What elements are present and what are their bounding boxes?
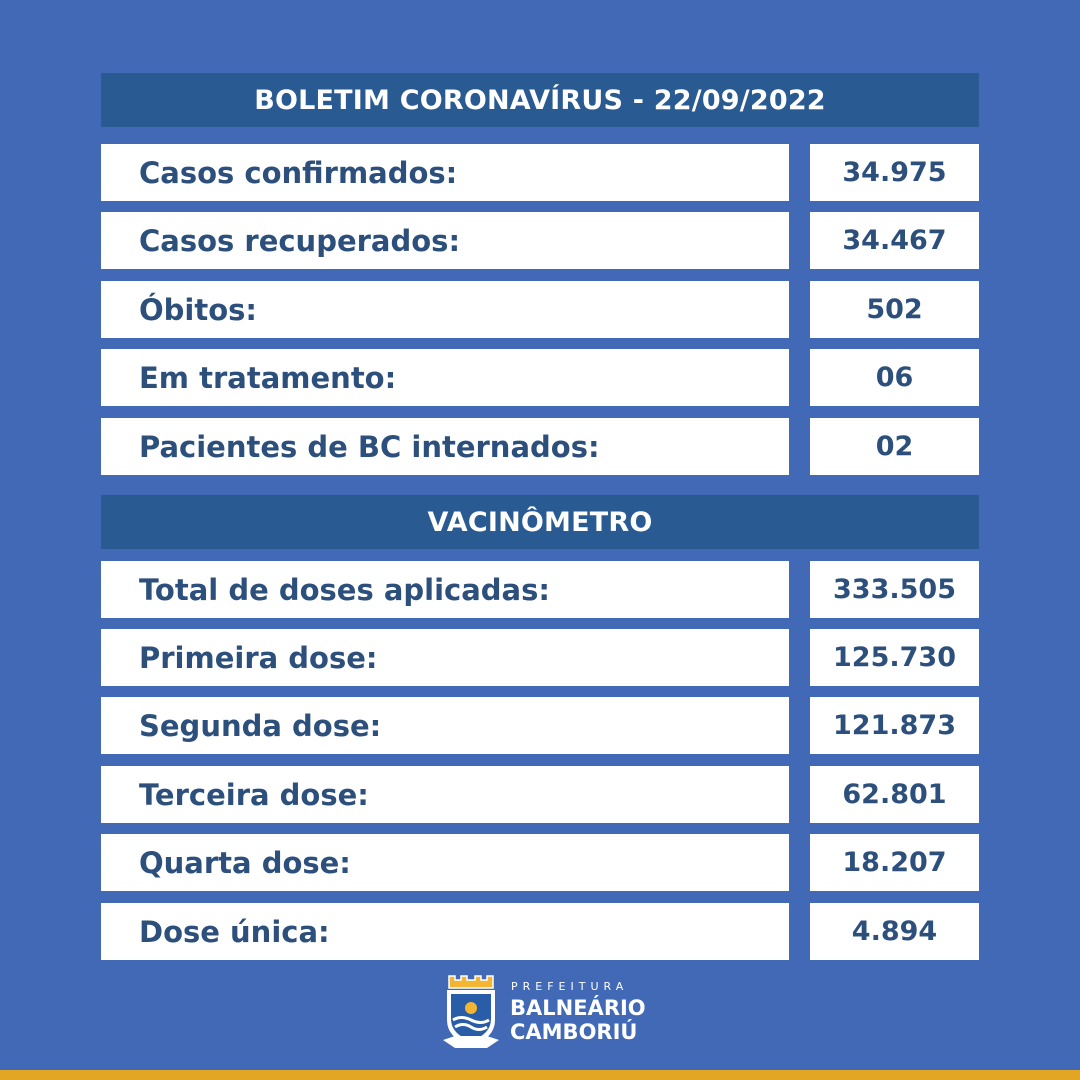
row-label: Em tratamento: [101, 349, 789, 406]
row-label: Pacientes de BC internados: [101, 418, 789, 475]
logo-line-prefeitura: PREFEITURA [511, 980, 629, 993]
prefeitura-logo [441, 972, 661, 1052]
vacina-row-primeira [101, 629, 979, 686]
boletim-row-casos-recuperados [101, 212, 979, 269]
vacinometro-title: VACINÔMETRO [101, 495, 979, 549]
boletim-title: BOLETIM CORONAVÍRUS - 22/09/2022 [101, 73, 979, 127]
row-value: 02 [810, 418, 979, 475]
row-label: Óbitos: [101, 281, 789, 338]
row-label: Casos recuperados: [101, 212, 789, 269]
boletim-row-casos-confirmados [101, 144, 979, 201]
row-label: Quarta dose: [101, 834, 789, 891]
row-value: 34.467 [810, 212, 979, 269]
boletim-row-obitos [101, 281, 979, 338]
boletim-row-internados [101, 418, 979, 475]
row-value: 121.873 [810, 697, 979, 754]
row-value: 06 [810, 349, 979, 406]
row-value: 18.207 [810, 834, 979, 891]
logo-line-balneario: BALNEÁRIO [510, 996, 646, 1020]
bottom-accent-stripe [0, 1070, 1080, 1080]
vacina-row-segunda [101, 697, 979, 754]
logo-line-camboriu: CAMBORIÚ [510, 1020, 638, 1044]
vacina-row-dose-unica [101, 903, 979, 960]
row-value: 62.801 [810, 766, 979, 823]
row-label: Segunda dose: [101, 697, 789, 754]
row-label: Dose única: [101, 903, 789, 960]
vacina-row-quarta [101, 834, 979, 891]
row-value: 125.730 [810, 629, 979, 686]
row-value: 4.894 [810, 903, 979, 960]
row-value: 333.505 [810, 561, 979, 618]
row-label: Primeira dose: [101, 629, 789, 686]
boletim-row-em-tratamento [101, 349, 979, 406]
row-value: 502 [810, 281, 979, 338]
row-label: Total de doses aplicadas: [101, 561, 789, 618]
row-label: Casos confirmados: [101, 144, 789, 201]
city-crest-icon [441, 972, 501, 1052]
row-label: Terceira dose: [101, 766, 789, 823]
vacina-row-total [101, 561, 979, 618]
row-value: 34.975 [810, 144, 979, 201]
vacina-row-terceira [101, 766, 979, 823]
